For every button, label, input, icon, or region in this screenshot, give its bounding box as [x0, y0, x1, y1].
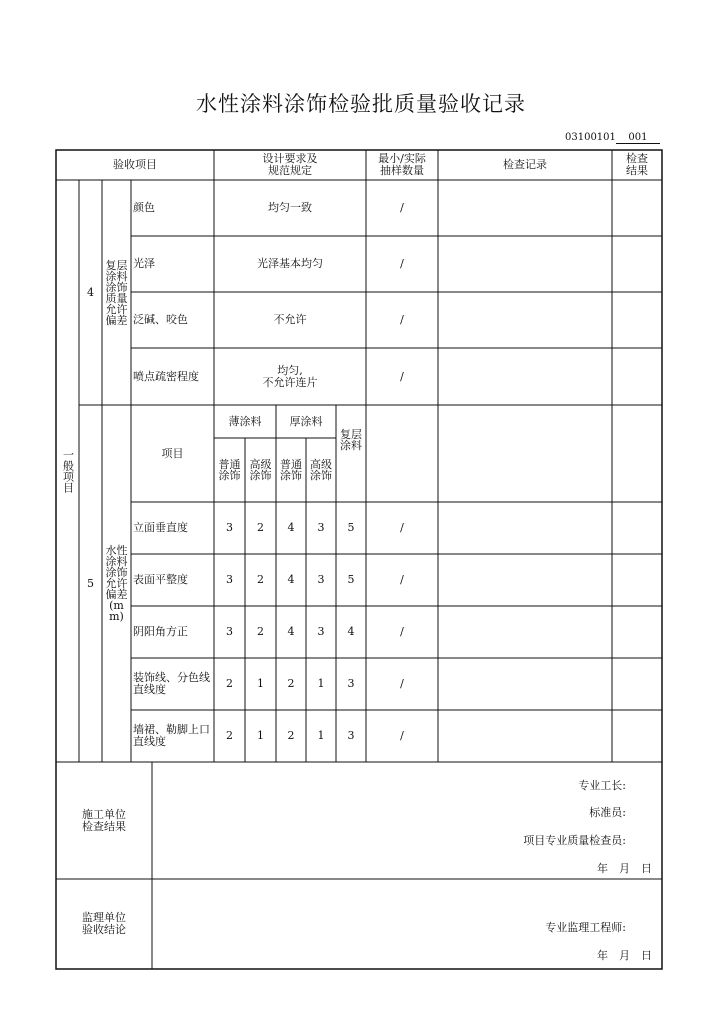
- group4-number: 4: [87, 285, 94, 299]
- header-item: 验收项目: [113, 158, 157, 171]
- g5-row2-v3: 4: [287, 573, 295, 586]
- g5-row2-sample: /: [400, 573, 404, 586]
- g5-row1-v5: 5: [347, 521, 355, 534]
- general-items-label: 一般项目: [61, 449, 75, 493]
- thick-coating-header: 厚涂料: [289, 414, 323, 428]
- thin-advanced-text: 高级涂饰: [249, 458, 272, 482]
- g5-row3-v2: 2: [257, 625, 264, 638]
- supervision-label: 监理单位 验收结论: [82, 911, 126, 936]
- g5-row1-v1: 3: [226, 521, 233, 534]
- header-sample: 最小/实际 抽样数量: [378, 152, 426, 177]
- engineer-label: 专业监理工程师:: [545, 921, 626, 934]
- g4-row1-name: 颜色: [133, 201, 155, 214]
- g4-row4-sample: /: [400, 369, 404, 383]
- g5-row3-v5: 4: [347, 625, 355, 638]
- group4-category: [102, 180, 131, 405]
- g4-row2-req: 光泽基本均匀: [257, 257, 323, 270]
- g4-row2-name: 光泽: [133, 257, 155, 270]
- g5-row4-v4: 1: [317, 677, 325, 690]
- g5-row4-v2: 1: [257, 677, 264, 690]
- g5-row4-name: 装饰线、分色线直线度: [133, 671, 210, 696]
- inspector-label: 项目专业质量检查员:: [523, 834, 626, 847]
- g4-row4-req: 均匀, 不允许连片: [262, 363, 318, 389]
- g5-row2-v4: 3: [317, 573, 325, 586]
- g5-row2-v1: 3: [226, 573, 233, 586]
- code-suffix: 001: [616, 132, 660, 144]
- g5-row3-v4: 3: [317, 625, 325, 638]
- page-title: 水性涂料涂饰检验批质量验收记录: [196, 92, 526, 116]
- g5-item-label: 项目: [161, 446, 184, 460]
- g4-row2-sample: /: [400, 257, 404, 270]
- group5-category: [102, 405, 131, 762]
- g5-row1-name: 立面垂直度: [133, 521, 188, 534]
- construction-label: 施工单位 检查结果: [82, 807, 126, 833]
- g5-row2-name: 表面平整度: [133, 573, 188, 586]
- g5-row5-v1: 2: [226, 729, 233, 742]
- header-record: 检查记录: [503, 158, 547, 171]
- g5-row3-name: 阴阳角方正: [133, 625, 188, 638]
- group5-category-text: 水性涂料涂饰允许偏差(mm): [105, 544, 128, 623]
- g5-row2-v2: 2: [257, 573, 264, 586]
- supervision-date: 年 月 日: [597, 949, 652, 962]
- multi-coating-text: 复层涂料: [340, 428, 362, 452]
- thin-coating-header: 薄涂料: [228, 414, 262, 428]
- header-result: 检查 结果: [626, 152, 648, 177]
- foreman-label: 专业工长:: [578, 779, 626, 792]
- thick-advanced-header: [306, 438, 336, 502]
- thin-advanced-header: [245, 438, 276, 502]
- g5-row4-v5: 3: [347, 677, 355, 690]
- g5-row3-v3: 4: [287, 625, 295, 638]
- thin-normal-text: 普通涂饰: [218, 458, 241, 482]
- g5-row1-sample: /: [400, 521, 404, 534]
- header-requirement: 设计要求及 规范规定: [262, 152, 318, 177]
- g5-row3-v1: 3: [226, 625, 233, 638]
- g5-row2-v5: 5: [347, 573, 355, 586]
- g5-row3-sample: /: [400, 625, 404, 638]
- g5-row5-sample: /: [400, 729, 404, 742]
- g4-row1-sample: /: [400, 201, 404, 214]
- g5-row5-name: 墙裙、勒脚上口直线度: [133, 723, 210, 748]
- thick-advanced-text: 高级涂饰: [310, 458, 332, 482]
- g4-row3-sample: /: [400, 313, 404, 326]
- g5-row1-v2: 2: [257, 521, 264, 534]
- group5-number: 5: [87, 576, 94, 590]
- code-prefix: 03100101: [565, 132, 616, 143]
- thick-normal-header: [276, 438, 306, 502]
- standard-label: 标准员:: [589, 806, 626, 819]
- g4-row4-name: 喷点疏密程度: [133, 369, 199, 383]
- thin-normal-header: [214, 438, 245, 502]
- g5-row5-v2: 1: [257, 729, 264, 742]
- g5-row1-v4: 3: [317, 521, 325, 534]
- g4-row3-name: 泛碱、咬色: [133, 313, 188, 326]
- g5-row1-v3: 4: [287, 521, 295, 534]
- thick-normal-text: 普通涂饰: [280, 458, 302, 482]
- multi-coating-header: [336, 405, 366, 475]
- g5-row4-sample: /: [400, 677, 404, 690]
- g4-row1-req: 均匀一致: [268, 201, 312, 214]
- group4-category-text: 复层涂料涂饰质量允许偏差: [105, 258, 128, 327]
- g5-row4-v1: 2: [226, 677, 233, 690]
- g5-row4-v3: 2: [287, 677, 295, 690]
- g5-row5-v5: 3: [347, 729, 355, 742]
- g4-row3-req: 不允许: [273, 313, 307, 326]
- g5-row5-v3: 2: [287, 729, 295, 742]
- g5-row5-v4: 1: [317, 729, 325, 742]
- construction-date: 年 月 日: [597, 862, 652, 875]
